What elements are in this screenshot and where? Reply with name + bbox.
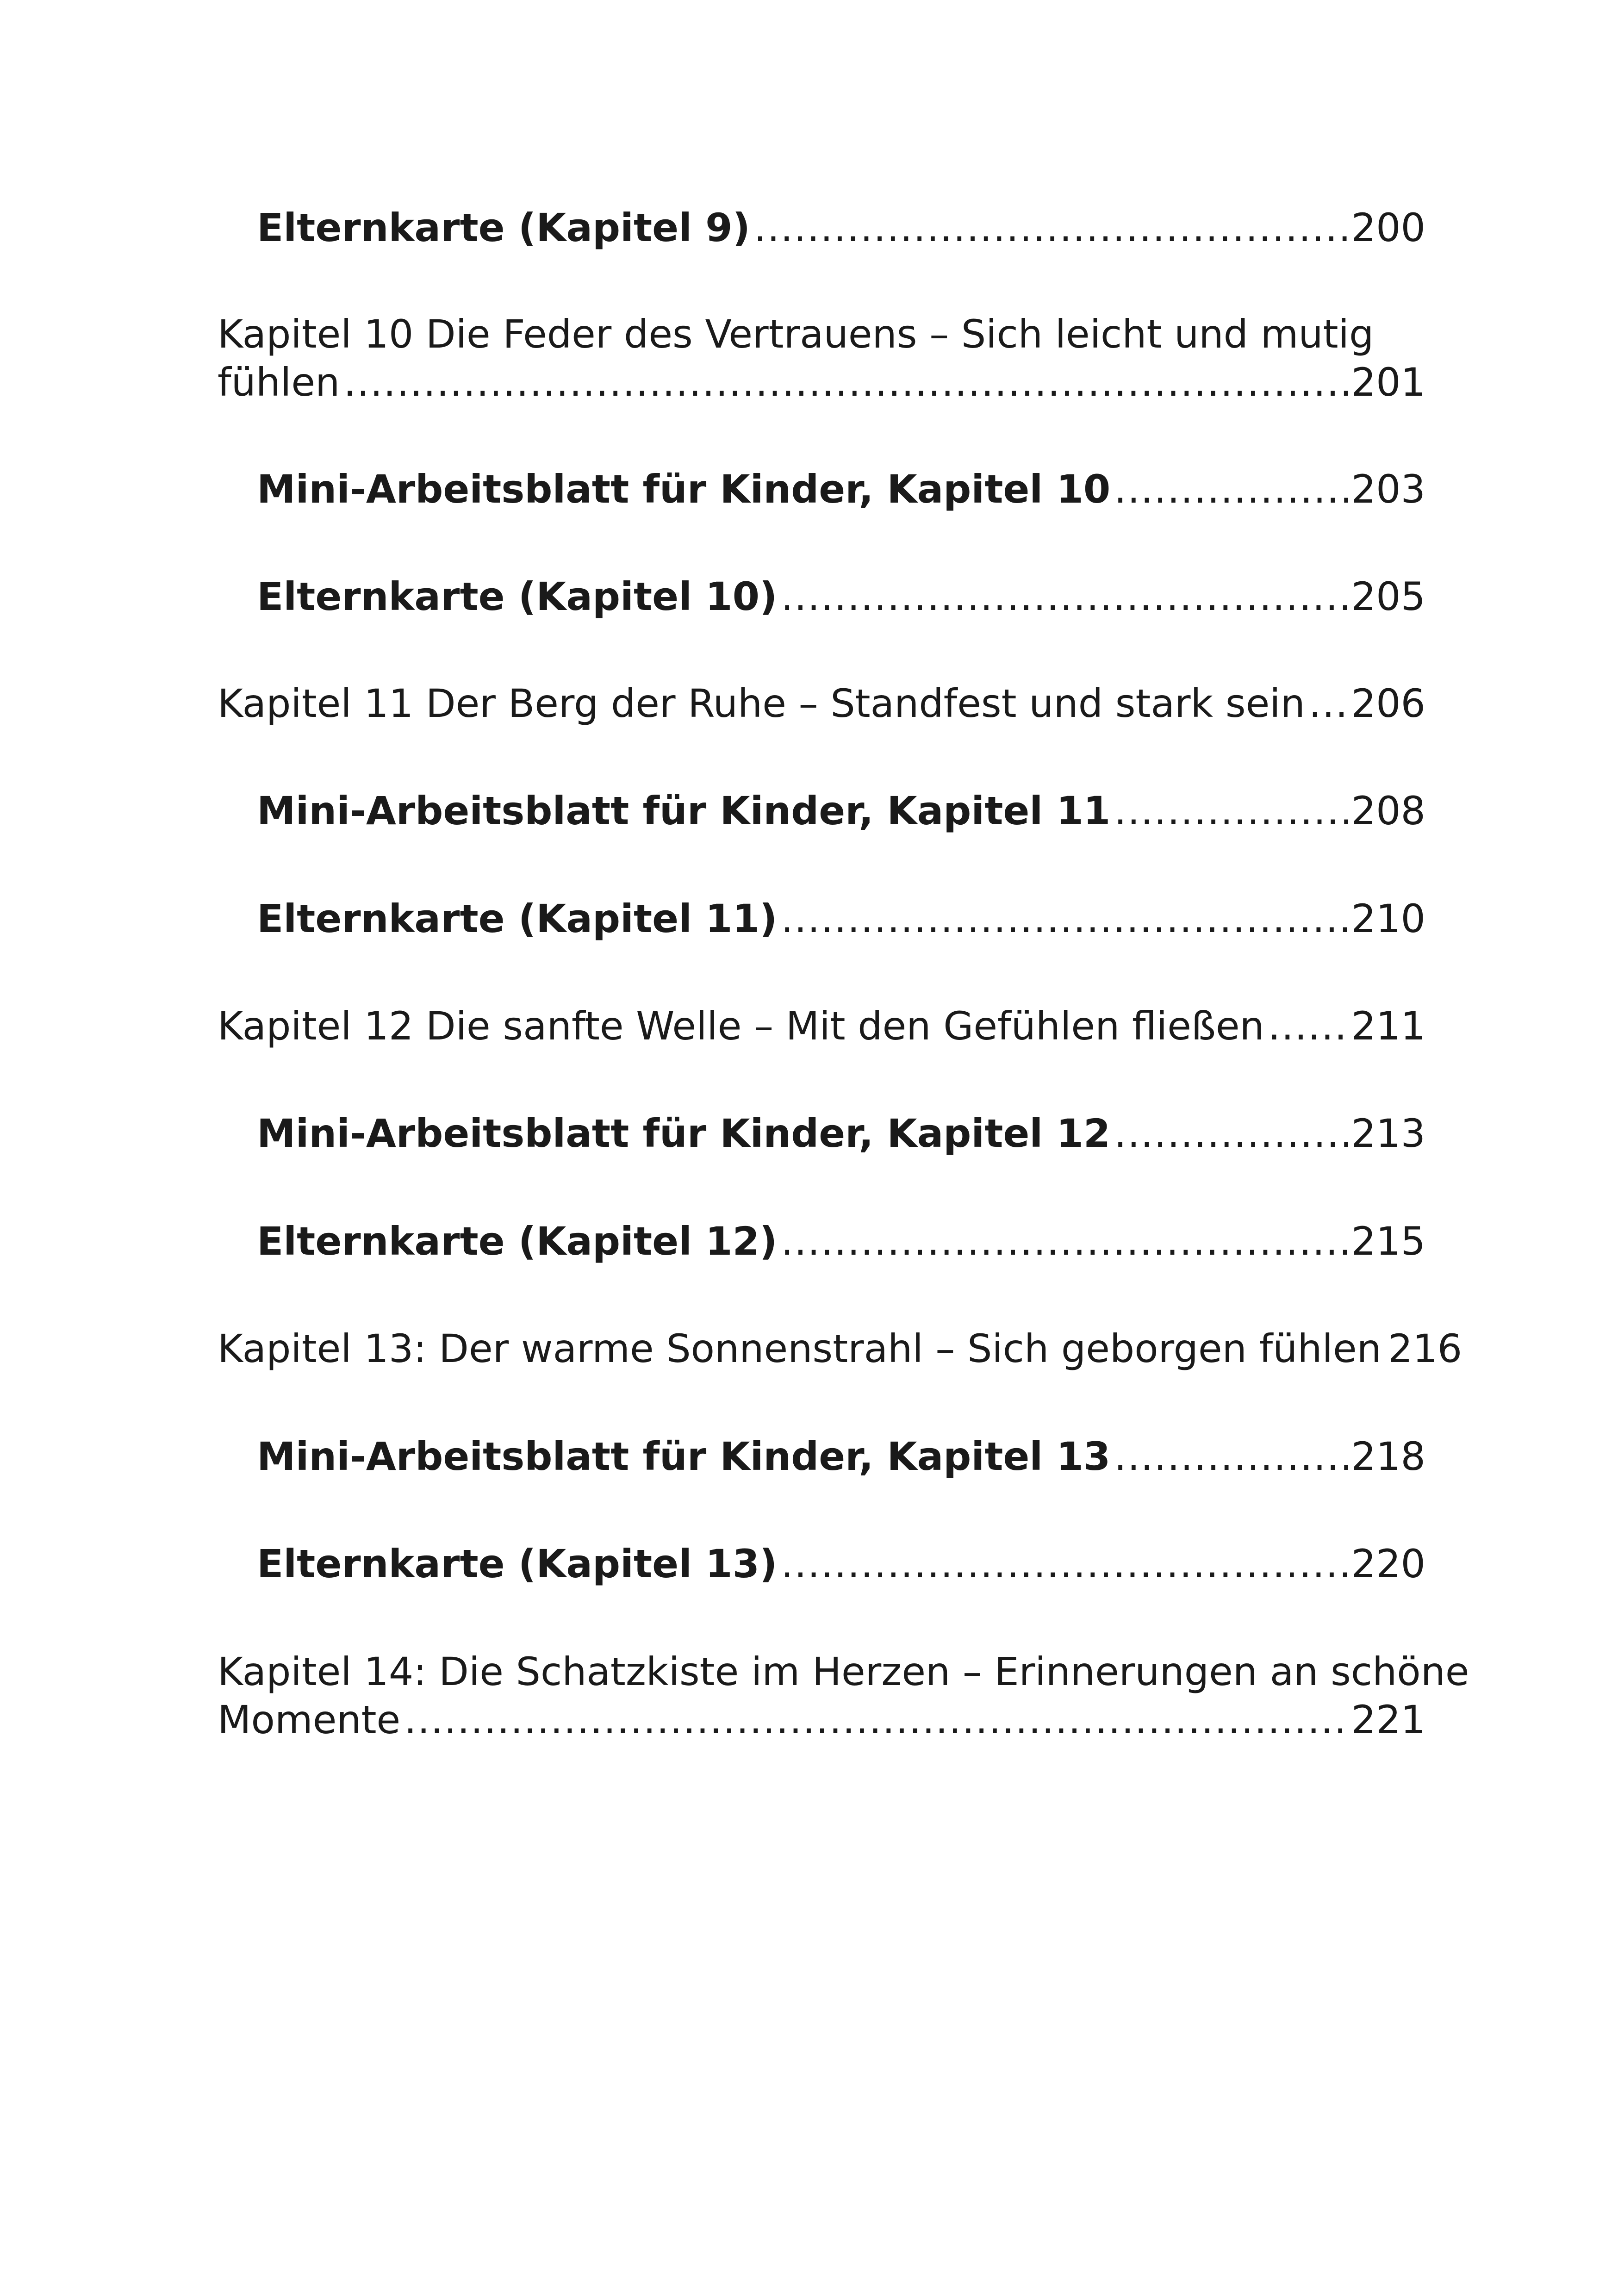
- toc-entry-title-line1: Kapitel 10 Die Feder des Vertrauens – Sich leicht und mutig: [218, 311, 1374, 357]
- dot-leader: [754, 204, 1349, 252]
- toc-entry-title: Mini-Arbeitsblatt für Kinder, Kapitel 13: [257, 1434, 1111, 1479]
- toc-entry-title: Kapitel 11 Der Berg der Ruhe – Standfest und stark sein: [218, 681, 1305, 726]
- toc-entry-arbeitsblatt-10[interactable]: [257, 465, 1425, 513]
- toc-entry-page-number: 211: [1351, 1003, 1425, 1049]
- toc-entry-title: Kapitel 13: Der warme Sonnenstrahl – Sich geborgen fühlen: [218, 1326, 1382, 1371]
- toc-entry-kapitel-12[interactable]: [218, 1002, 1425, 1050]
- toc-entry-page-number: 201: [1351, 360, 1425, 405]
- toc-entry-page-number: 200: [1351, 205, 1425, 250]
- toc-entry-title: Elternkarte (Kapitel 9): [257, 205, 750, 250]
- toc-entry-title: Elternkarte (Kapitel 13): [257, 1541, 778, 1587]
- toc-entry-page-number: 206: [1351, 681, 1425, 726]
- toc-entry-kapitel-14[interactable]: [218, 1648, 1469, 1744]
- toc-entry-elternkarte-10[interactable]: [257, 572, 1425, 621]
- toc-entry-page-number: 208: [1351, 788, 1425, 834]
- toc-entry-page-number: 220: [1351, 1541, 1425, 1587]
- dot-leader: [781, 895, 1348, 943]
- toc-entry-page-number: 218: [1351, 1434, 1425, 1479]
- toc-entry-title: Elternkarte (Kapitel 12): [257, 1219, 778, 1264]
- toc-entry-title: Mini-Arbeitsblatt für Kinder, Kapitel 12: [257, 1111, 1111, 1156]
- toc-entry-arbeitsblatt-11[interactable]: [257, 787, 1425, 835]
- dot-leader: [1268, 1002, 1349, 1050]
- dot-leader: [1114, 465, 1348, 513]
- toc-entry-title: Elternkarte (Kapitel 10): [257, 574, 778, 619]
- toc-entry-page-number: 205: [1351, 574, 1425, 619]
- toc-entry-title: fühlen: [218, 360, 340, 405]
- toc-entry-title-line1: Kapitel 14: Die Schatzkiste im Herzen – Erinnerungen an schöne: [218, 1649, 1469, 1694]
- dot-leader: [781, 1540, 1348, 1588]
- dot-leader: [1309, 679, 1349, 728]
- toc-entry-page-number: 216: [1388, 1326, 1462, 1371]
- toc-entry-kapitel-11[interactable]: [218, 679, 1425, 728]
- dot-leader: [1114, 787, 1348, 835]
- dot-leader: [343, 358, 1348, 406]
- toc-entry-page-number: 210: [1351, 896, 1425, 941]
- toc-entry-kapitel-13[interactable]: [218, 1325, 1462, 1373]
- toc-entry-arbeitsblatt-13[interactable]: [257, 1432, 1425, 1481]
- toc-entry-title: Momente: [218, 1697, 401, 1742]
- toc-entry-elternkarte-13[interactable]: [257, 1540, 1425, 1588]
- dot-leader: [1114, 1109, 1348, 1157]
- toc-entry-title: Elternkarte (Kapitel 11): [257, 896, 778, 941]
- dot-leader: [1114, 1432, 1348, 1481]
- toc-entry-page-number: 215: [1351, 1219, 1425, 1264]
- toc-entry-arbeitsblatt-12[interactable]: [257, 1109, 1425, 1157]
- toc-entry-page-number: 213: [1351, 1111, 1425, 1156]
- toc-entry-title: Kapitel 12 Die sanfte Welle – Mit den Gefühlen fließen: [218, 1003, 1264, 1049]
- toc-entry-kapitel-10[interactable]: [218, 310, 1425, 406]
- toc-entry-elternkarte-9[interactable]: [257, 204, 1425, 252]
- toc-entry-title: Mini-Arbeitsblatt für Kinder, Kapitel 10: [257, 467, 1111, 512]
- toc-entry-elternkarte-12[interactable]: [257, 1217, 1425, 1265]
- toc-entry-page-number: 203: [1351, 467, 1425, 512]
- dot-leader: [404, 1696, 1348, 1744]
- dot-leader: [781, 1217, 1348, 1265]
- toc-entry-title: Mini-Arbeitsblatt für Kinder, Kapitel 11: [257, 788, 1111, 834]
- toc-entry-page-number: 221: [1351, 1697, 1425, 1742]
- dot-leader: [781, 572, 1348, 621]
- toc-entry-elternkarte-11[interactable]: [257, 895, 1425, 943]
